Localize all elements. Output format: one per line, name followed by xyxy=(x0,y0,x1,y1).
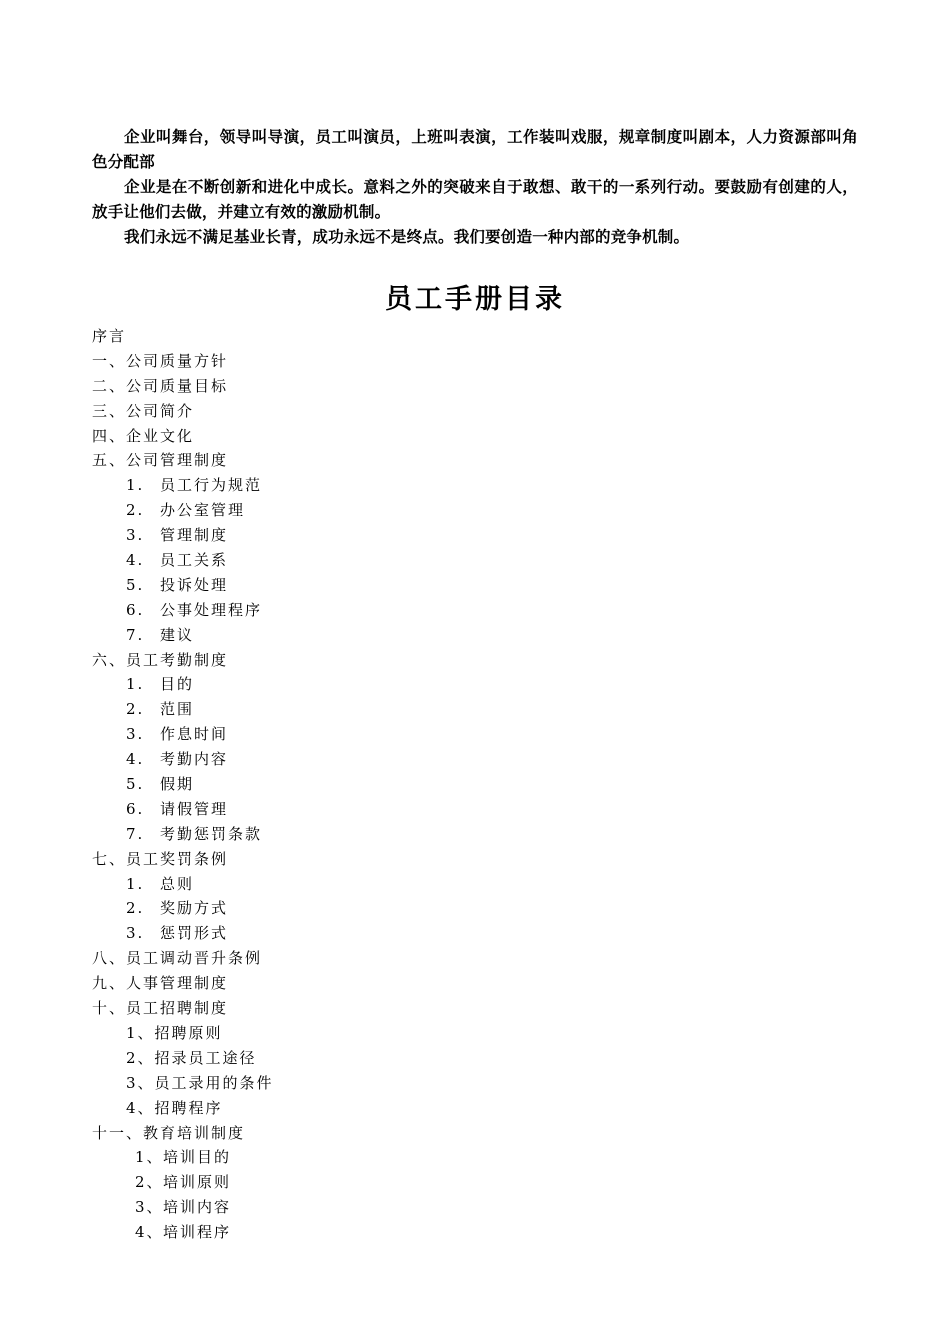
toc-subitem-number: 3. xyxy=(126,725,145,744)
toc-item: 四、企业文化 xyxy=(92,426,195,445)
toc-subitem-number: 3、 xyxy=(135,1198,164,1217)
toc-subitem: 3、员工录用的条件 xyxy=(126,1073,274,1092)
toc-subitem xyxy=(92,1170,792,1195)
toc-subitem-text: 考勤内容 xyxy=(160,750,229,769)
toc-subitem-number: 2. xyxy=(126,700,145,719)
toc-subitem-text: 培训内容 xyxy=(163,1198,232,1217)
toc-subitem xyxy=(92,1220,792,1245)
toc-item: 九、人事管理制度 xyxy=(92,974,229,993)
toc-section-title: 七、员工奖罚条例 xyxy=(92,849,229,868)
toc-subitem xyxy=(92,548,792,573)
toc-subitem-number: 1、 xyxy=(135,1148,164,1167)
intro-paragraph: 企业叫舞台，领导叫导演，员工叫演员，上班叫表演，工作装叫戏服，规章制度叫剧本，人力资源部叫角色分配部 xyxy=(92,128,858,171)
toc-subitem-number: 2. xyxy=(126,899,145,918)
toc-subitem-text: 培训程序 xyxy=(163,1223,232,1242)
toc-subitem-text: 管理制度 xyxy=(160,526,229,545)
page-title: 员工手册目录 xyxy=(385,284,565,315)
toc-subitem xyxy=(92,921,792,946)
toc-subitem xyxy=(92,473,792,498)
toc-subitem xyxy=(92,896,792,921)
toc-subitem xyxy=(92,722,792,747)
toc-subitem xyxy=(92,498,792,523)
intro-paragraph: 企业是在不断创新和进化中成长。意料之外的突破来自于敢想、敢干的一系列行动。要鼓励有创建的人，放手让他们去做，并建立有效的激励机制。 xyxy=(92,178,858,221)
toc-subitem-text: 投诉处理 xyxy=(160,575,229,594)
toc-subitem-number: 2. xyxy=(126,501,145,520)
intro-section xyxy=(92,125,858,250)
toc-subitem-number: 1. xyxy=(126,476,145,495)
toc-subitem-text: 办公室管理 xyxy=(160,501,246,520)
toc-section-title: 十、员工招聘制度 xyxy=(92,999,229,1018)
toc-item: 二、公司质量目标 xyxy=(92,376,229,395)
toc-subitem-number: 7. xyxy=(126,625,145,644)
toc-subitem-text: 范围 xyxy=(160,700,195,719)
toc-subitem xyxy=(92,672,792,697)
toc-subitem-text: 假期 xyxy=(160,775,195,794)
toc-subitem-text: 考勤惩罚条款 xyxy=(160,824,263,843)
toc-section-title: 六、员工考勤制度 xyxy=(92,650,229,669)
toc-subitem-text: 总则 xyxy=(160,874,195,893)
toc-subitem-number: 7. xyxy=(126,824,145,843)
toc-subitem-number: 2、 xyxy=(135,1173,164,1192)
toc-subitem-text: 员工关系 xyxy=(160,551,229,570)
toc-item: 序言 xyxy=(92,327,127,345)
toc-subitem xyxy=(92,523,792,548)
toc-subitem-number: 5. xyxy=(126,775,145,794)
toc-subitem-number: 1. xyxy=(126,874,145,893)
toc-subitem-text: 建议 xyxy=(160,625,195,644)
toc-subitem: 2、招录员工途径 xyxy=(126,1048,257,1067)
toc-subitem-text: 培训目的 xyxy=(163,1148,232,1167)
toc-subitem-text: 请假管理 xyxy=(160,799,229,818)
toc-section-title: 十一、教育培训制度 xyxy=(92,1123,246,1142)
toc-subitem xyxy=(92,573,792,598)
toc-subitem-text: 员工行为规范 xyxy=(160,476,263,495)
toc-subitem xyxy=(92,697,792,722)
toc-subitem xyxy=(92,747,792,772)
toc-section-title: 五、公司管理制度 xyxy=(92,451,229,470)
toc-subitem-number: 5. xyxy=(126,575,145,594)
table-of-contents xyxy=(92,324,792,1245)
toc-item: 一、公司质量方针 xyxy=(92,351,229,370)
toc-subitem-text: 目的 xyxy=(160,675,195,694)
toc-subitem: 4、招聘程序 xyxy=(126,1098,223,1117)
toc-subitem-text: 奖励方式 xyxy=(160,899,229,918)
toc-subitem-number: 4. xyxy=(126,551,145,570)
toc-subitem-number: 6. xyxy=(126,799,145,818)
toc-subitem-number: 1. xyxy=(126,675,145,694)
toc-subitem-text: 惩罚形式 xyxy=(160,924,229,943)
toc-subitem xyxy=(92,797,792,822)
toc-subitem-text: 作息时间 xyxy=(160,725,229,744)
toc-subitem xyxy=(92,598,792,623)
toc-subitem xyxy=(92,772,792,797)
toc-subitem-number: 3. xyxy=(126,526,145,545)
toc-subitem xyxy=(92,1195,792,1220)
toc-subitem-number: 4. xyxy=(126,750,145,769)
toc-subitem-text: 公事处理程序 xyxy=(160,600,263,619)
toc-subitem xyxy=(92,1145,792,1170)
intro-paragraph: 我们永远不满足基业长青，成功永远不是终点。我们要创造一种内部的竞争机制。 xyxy=(124,228,690,246)
toc-subitem xyxy=(92,872,792,897)
toc-item: 八、员工调动晋升条例 xyxy=(92,949,263,968)
toc-subitem-number: 4、 xyxy=(135,1223,164,1242)
toc-subitem: 1、招聘原则 xyxy=(126,1023,223,1042)
toc-subitem xyxy=(92,822,792,847)
toc-item: 三、公司简介 xyxy=(92,401,195,420)
toc-subitem-number: 6. xyxy=(126,600,145,619)
toc-subitem-number: 3. xyxy=(126,924,145,943)
toc-subitem xyxy=(92,623,792,648)
toc-subitem-text: 培训原则 xyxy=(163,1173,232,1192)
